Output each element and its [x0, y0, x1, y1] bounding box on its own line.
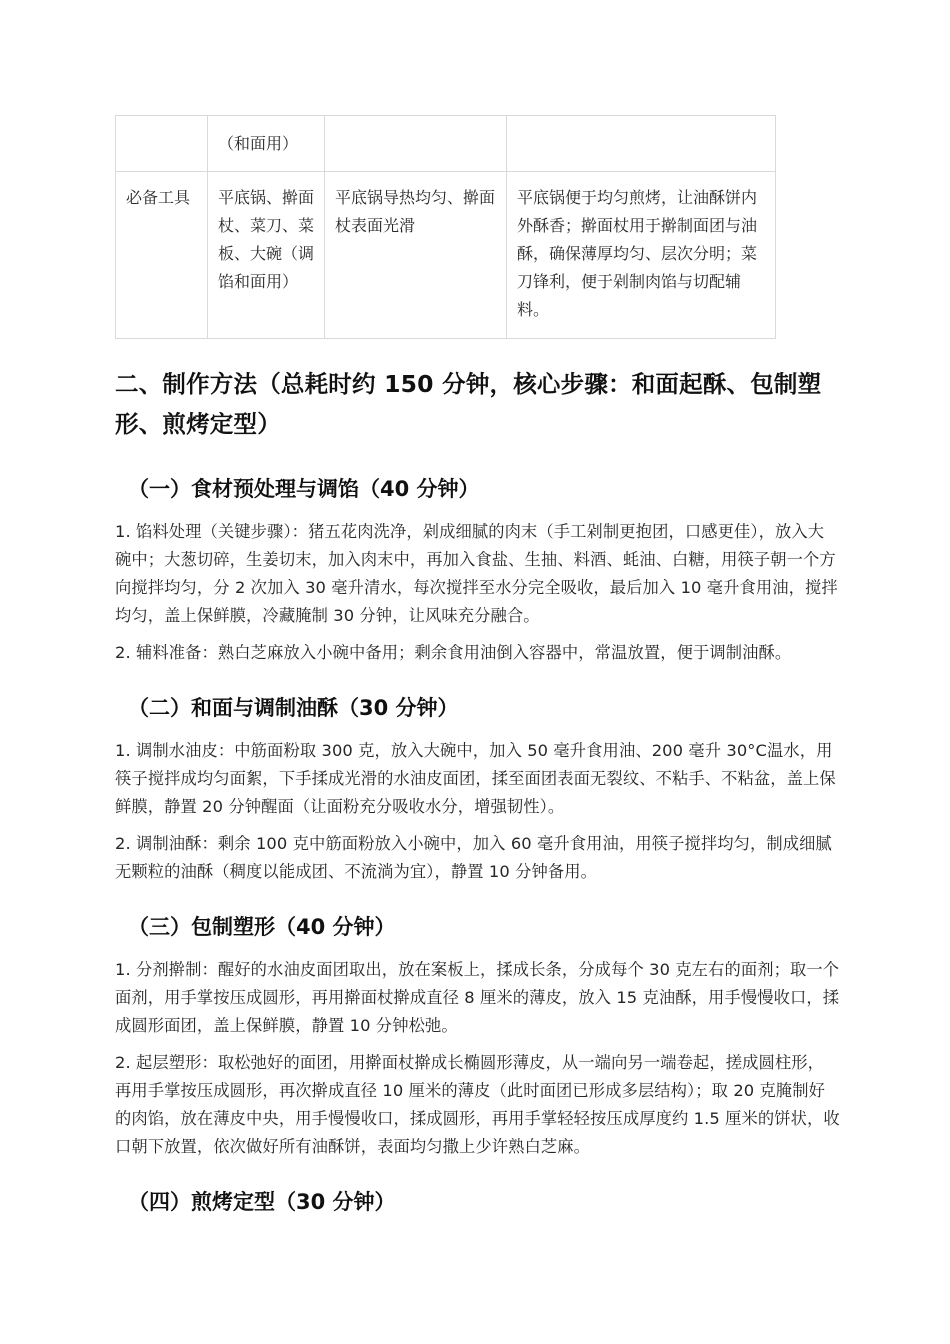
- table-cell: [507, 116, 776, 172]
- subsection-heading: （二）和面与调制油酥（30 分钟）: [128, 696, 459, 720]
- section-heading: 二、制作方法（总耗时约 150 分钟，核心步骤：和面起酥、包制塑形、煎烤定型）: [115, 370, 822, 438]
- table-row: [116, 172, 776, 339]
- step-paragraph: 1. 分剂擀制：醒好的水油皮面团取出，放在案板上，揉成长条，分成每个 30 克左右的面剂；取一个面剂，用手掌按压成圆形，再用擀面杖擀成直径 8 厘米的薄皮，放入 15 克油酥，用手慢慢收口，揉成圆形面团，盖上保鲜膜，静置 10 分钟松弛。: [115, 960, 840, 1035]
- step-paragraph: 1. 调制水油皮：中筋面粉取 300 克，放入大碗中，加入 50 毫升食用油、200 毫升 30°C温水，用筷子搅拌成均匀面絮，下手揉成光滑的水油皮面团，揉至面团表面无裂纹、不粘手、不粘盆，盖上保鲜膜，静置 20 分钟醒面（让面粉充分吸收水分，增强韧性）。: [115, 741, 836, 816]
- table-cell: 平底锅、擀面杖、菜刀、菜板、大碗（调馅和面用）: [208, 172, 325, 339]
- table-cell: （和面用）: [208, 116, 325, 172]
- step-paragraph: 2. 调制油酥：剩余 100 克中筋面粉放入小碗中，加入 60 毫升食用油，用筷子搅拌均匀，制成细腻无颗粒的油酥（稠度以能成团、不流淌为宜），静置 10 分钟备用。: [115, 834, 832, 881]
- table-row: [116, 116, 776, 172]
- table-cell: [325, 116, 507, 172]
- step-paragraph: 2. 辅料准备：熟白芝麻放入小碗中备用；剩余食用油倒入容器中，常温放置，便于调制油酥。: [115, 643, 792, 662]
- step-paragraph: 1. 馅料处理（关键步骤）：猪五花肉洗净，剁成细腻的肉末（手工剁制更抱团，口感更佳），放入大碗中；大葱切碎，生姜切末，加入肉末中，再加入食盐、生抽、料酒、蚝油、白糖，用筷子朝一个方向搅拌均匀，分 2 次加入 30 毫升清水，每次搅拌至水分完全吸收，最后加入 10 毫升食用油，搅拌均匀，盖上保鲜膜，冷藏腌制 30 分钟，让风味充分融合。: [115, 522, 838, 625]
- tools-table: [115, 115, 776, 339]
- subsection-heading: （四）煎烤定型（30 分钟）: [128, 1190, 396, 1214]
- table-cell: 必备工具: [116, 172, 208, 339]
- subsection-heading: （三）包制塑形（40 分钟）: [128, 915, 396, 939]
- document-page: [115, 115, 840, 1217]
- step-paragraph: 2. 起层塑形：取松弛好的面团，用擀面杖擀成长椭圆形薄皮，从一端向另一端卷起，搓成圆柱形，再用手掌按压成圆形，再次擀成直径 10 厘米的薄皮（此时面团已形成多层结构）；取 20 克腌制好的肉馅，放在薄皮中央，用手慢慢收口，揉成圆形，再用手掌轻轻按压成厚度约 1.5 厘米的饼状，收口朝下放置，依次做好所有油酥饼，表面均匀撒上少许熟白芝麻。: [115, 1053, 840, 1156]
- table-cell: [116, 116, 208, 172]
- table-cell: 平底锅便于均匀煎烤，让油酥饼内外酥香；擀面杖用于擀制面团与油酥，确保薄厚均匀、层次分明；菜刀锋利，便于剁制肉馅与切配辅料。: [507, 172, 776, 339]
- subsection-heading: （一）食材预处理与调馅（40 分钟）: [128, 477, 480, 501]
- table-cell: 平底锅导热均匀、擀面杖表面光滑: [325, 172, 507, 339]
